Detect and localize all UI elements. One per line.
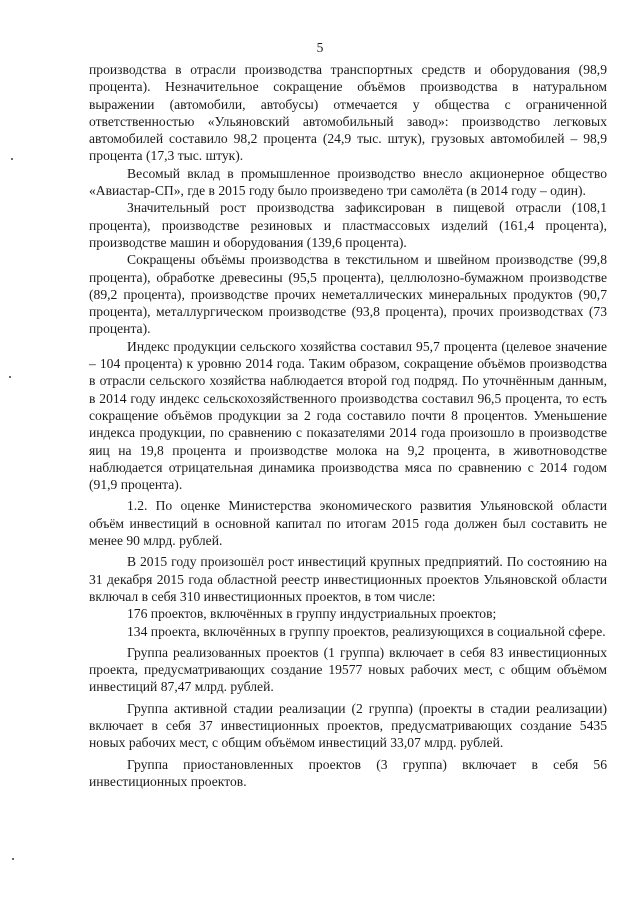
scan-mark: [12, 858, 14, 860]
page-number: 5: [316, 40, 324, 55]
paragraph-production-decline: Сокращены объёмы производства в текстильном и швейном производстве (99,8 процента), обработке древесины (95,5 процента), целлюлозно-бумажном производстве (89,2 процента), производстве прочих неметаллических минеральных продуктов (90,7 процента), металлургическом производстве (93,8 процента), прочих производствах (73 процента).: [89, 252, 607, 337]
paragraph-agriculture-index: Индекс продукции сельского хозяйства составил 95,7 процента (целевое значение – 104 процента) к уровню 2014 года. Таким образом, сокращение объёмов производства в отрасли сельского хозяйства наблюдается второй год подряд. По уточнённым данным, в 2014 году индекс сельскохозяйственного производства составил 96,5 процента, то есть сокращение объёмов продукции за 2 года составило почти 8 процентов. Уменьшение индекса продукции, по сравнению с показателями 2014 года произошло в производстве яиц на 19,8 процента и производстве молока на 9,2 процента, в животноводстве наблюдается отрицательная динамика производства мяса по сравнению с 2014 годом (91,9 процента).: [89, 338, 607, 493]
paragraph-group-2: Группа активной стадии реализации (2 группа) (проекты в стадии реализации) включает в себя 37 инвестиционных проектов, предусматривающих создание 5435 новых рабочих мест, с общим объёмом инвестиций 33,07 млрд. рублей.: [89, 700, 607, 751]
paragraph-investment-estimate: 1.2. По оценке Министерства экономического развития Ульяновской области объём инвестиций в основной капитал по итогам 2015 года должен был составить не менее 90 млрд. рублей.: [89, 498, 607, 549]
scan-mark: [11, 158, 13, 160]
paragraph-group-1: Группа реализованных проектов (1 группа) включает в себя 83 инвестиционных проекта, предусматривающих создание 19577 новых рабочих мест, с общим объёмом инвестиций 87,47 млрд. рублей.: [89, 644, 607, 695]
paragraph-social-projects: 134 проекта, включённых в группу проектов, реализующихся в социальной сфере.: [127, 623, 606, 639]
document-body: [89, 61, 607, 790]
paragraph-group-3: Группа приостановленных проектов (3 группа) включает в себя 56 инвестиционных проектов.: [89, 756, 607, 789]
paragraph-transport-production: производства в отрасли производства транспортных средств и оборудования (98,9 процента). Незначительное сокращение объёмов производства в натуральном выражении (автомобили, автобусы) отмечается у общества с ограниченной ответственностью «Ульяновский автомобильный завод»: производство легковых автомобилей составило 98,2 процента (24,9 тыс. штук), грузовых автомобилей – 98,9 процента (17,3 тыс. штук).: [89, 62, 607, 164]
paragraph-industrial-projects: 176 проектов, включённых в группу индустриальных проектов;: [127, 606, 497, 622]
paragraph-investment-registry: В 2015 году произошёл рост инвестиций крупных предприятий. По состоянию на 31 декабря 2015 года областной реестр инвестиционных проектов Ульяновской области включал в себя 310 инвестиционных проектов, в том числе:: [89, 554, 607, 604]
paragraph-aviastar: Весомый вклад в промышленное производство внесло акционерное общество «Авиастар-СП», где в 2015 году было произведено три самолёта (в 2014 году – один).: [89, 165, 607, 199]
paragraph-production-growth: Значительный рост производства зафиксирован в пищевой отрасли (108,1 процента), производстве резиновых и пластмассовых изделий (161,4 процента), производстве машин и оборудования (139,6 процента).: [89, 200, 607, 250]
scan-mark: [9, 376, 11, 378]
